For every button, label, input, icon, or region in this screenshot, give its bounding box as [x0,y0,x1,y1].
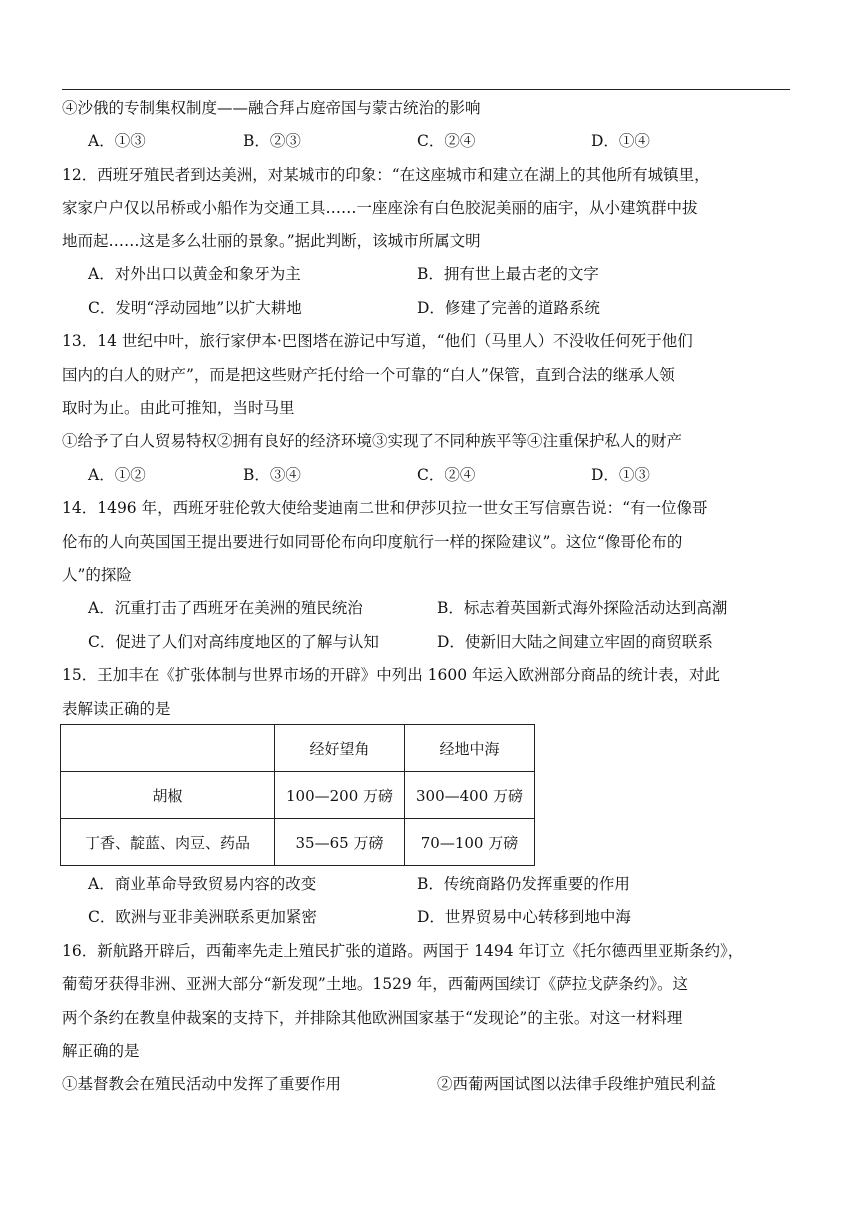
table-header-row [61,725,535,772]
q15-option-d: D．世界贸易中心转移到地中海 [417,908,631,926]
q14-line-3: 人”的探险 [62,566,132,584]
q12-option-c: C．发明“浮动园地”以扩大耕地 [88,299,302,317]
q14-option-a: A．沉重打击了西班牙在美洲的殖民统治 [88,599,363,617]
top-rule [62,89,790,90]
q13-line-2: 国内的白人的财产”，而是把这些财产托付给一个可靠的“白人”保管，直到合法的继承人领 [62,366,675,384]
q16-line-3: 两个条约在教皇仲裁案的支持下，并排除其他欧洲国家基于“发现论”的主张。对这一材料理 [62,1009,683,1027]
q12-line-3: 地而起……这是多么壮丽的景象。”据此判断，该城市所属文明 [62,232,481,250]
q13-option-b: B．③④ [243,466,301,484]
q15-option-c: C．欧洲与亚非美洲联系更加紧密 [88,908,317,926]
q12-option-d: D．修建了完善的道路系统 [417,299,600,317]
q15-option-a: A．商业革命导致贸易内容的改变 [88,875,317,893]
q13-option-d: D．①③ [591,466,650,484]
q13-option-c: C．②④ [417,466,476,484]
table-header-cell [61,725,275,772]
q14-option-b: B．标志着英国新式海外探险活动达到高潮 [437,599,728,617]
q11-option-a: A．①③ [88,132,146,150]
q13-option-a: A．①② [88,466,146,484]
q16-line-1: 16．新航路开辟后，西葡率先走上殖民扩张的道路。两国于 1494 年订立《托尔德西里亚斯条约》， [62,942,744,960]
table-header-cell: 经好望角 [275,725,405,772]
q12-option-b: B．拥有世上最古老的文字 [417,265,599,283]
q12-option-a: A．对外出口以黄金和象牙为主 [88,265,301,283]
q16-item-1: ①基督教会在殖民活动中发挥了重要作用 [62,1075,342,1093]
q13-line-3: 取时为止。由此可推知，当时马里 [62,399,295,417]
q11-item-4: ④沙俄的专制集权制度——融合拜占庭帝国与蒙古统治的影响 [62,99,481,117]
q14-line-1: 14．1496 年，西班牙驻伦敦大使给斐迪南二世和伊莎贝拉一世女王写信禀告说：“有一位像哥 [62,499,708,517]
table-cell: 70—100 万磅 [405,819,535,866]
table-cell: 100—200 万磅 [275,772,405,819]
q11-option-b: B．②③ [243,132,301,150]
q16-line-2: 葡萄牙获得非洲、亚洲大部分“新发现”土地。1529 年，西葡两国续订《萨拉戈萨条约》。这 [62,975,688,993]
table-cell: 胡椒 [61,772,275,819]
q14-option-c: C．促进了人们对高纬度地区的了解与认知 [88,633,379,651]
table-cell: 35—65 万磅 [275,819,405,866]
q11-option-c: C．②④ [417,132,476,150]
q16-item-2: ②西葡两国试图以法律手段维护殖民利益 [437,1075,717,1093]
q11-option-d: D．①④ [591,132,650,150]
table-cell: 300—400 万磅 [405,772,535,819]
table-row [61,772,535,819]
q13-line-4: ①给予了白人贸易特权②拥有良好的经济环境③实现了不同种族平等④注重保护私人的财产 [62,432,683,450]
q15-option-b: B．传统商路仍发挥重要的作用 [417,875,630,893]
q16-line-4: 解正确的是 [62,1042,140,1060]
q15-line-2: 表解读正确的是 [62,700,171,718]
goods-statistics-table [60,724,535,866]
q13-line-1: 13．14 世纪中叶，旅行家伊本·巴图塔在游记中写道，“他们（马里人）不没收任何死于他们 [62,332,693,350]
q12-line-1: 12．西班牙殖民者到达美洲，对某城市的印象：“在这座城市和建立在湖上的其他所有城镇里， [62,166,710,184]
q12-line-2: 家家户户仅以吊桥或小船作为交通工具……一座座涂有白色胶泥美丽的庙宇，从小建筑群中拔 [62,199,698,217]
q15-line-1: 15．王加丰在《扩张体制与世界市场的开辟》中列出 1600 年运入欧洲部分商品的统计表，对此 [62,666,721,684]
q14-line-2: 伦布的人向英国国王提出要进行如同哥伦布向印度航行一样的探险建议”。这位“像哥伦布的 [62,533,683,551]
table-cell: 丁香、靛蓝、肉豆、药品 [61,819,275,866]
table-row [61,819,535,866]
q14-option-d: D．使新旧大陆之间建立牢固的商贸联系 [437,633,713,651]
table-header-cell: 经地中海 [405,725,535,772]
